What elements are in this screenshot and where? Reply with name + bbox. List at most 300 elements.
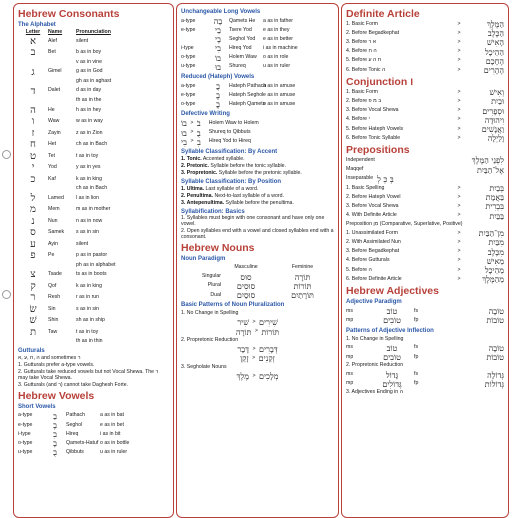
section-title-vowels: Hebrew Vowels — [18, 389, 95, 402]
syllabification-rule: 1. Syllables must begin with one consonant and have only one vowel. — [181, 215, 325, 228]
singular-form: תּוֹרָה — [235, 327, 252, 337]
letter-name: Lamed — [48, 194, 64, 201]
rule-example: וָלַיְלָה — [487, 134, 504, 144]
letter-glyph: י — [31, 162, 35, 174]
defective-short: בֻ — [196, 128, 201, 138]
vowel-sign: בָה — [213, 16, 223, 26]
plural-form: תּוֹרוֹת — [261, 327, 280, 337]
adjective-form: טוֹבוֹת — [486, 353, 504, 363]
vowel-name: Qamets He — [229, 17, 256, 24]
letter-name: Taw — [48, 328, 58, 335]
adjective-form: טוֹב — [386, 307, 398, 317]
letter-pronunciation: d as in day — [76, 87, 102, 94]
rule-row — [346, 212, 504, 221]
vowel-name: Qamets-Hatuf — [66, 439, 99, 446]
rule-example: וְאִישׁ — [489, 88, 504, 98]
pluralization-example — [181, 345, 334, 354]
vowel-type: e-type — [181, 26, 196, 33]
vowel-example: e as in better — [263, 35, 293, 42]
letter-glyph: ה — [30, 104, 36, 116]
rule-example: וּסְפָרִים — [482, 106, 504, 116]
vowel-type: a-type — [181, 17, 196, 24]
letter-pronunciation: s as in sin — [76, 229, 100, 236]
letter-glyph: שׂ — [29, 303, 37, 315]
section-title-consonants: Hebrew Consonants — [18, 8, 120, 20]
arrow-icon: > — [252, 345, 256, 352]
rule-example: בִּבְרִית — [485, 202, 504, 212]
noun-paradigm-row — [181, 291, 334, 300]
defective-row — [181, 119, 334, 128]
vowel-row — [181, 82, 334, 91]
alphabet-list — [18, 36, 169, 346]
short-vowels-title: Short Vowels — [18, 403, 56, 410]
rule-row — [346, 257, 504, 266]
vowel-name: Hateph Seghol — [229, 91, 264, 98]
arrow-icon: > — [457, 116, 461, 123]
letter-pronunciation: th as in thin — [76, 338, 103, 345]
vowel-type: u-type — [181, 63, 196, 70]
letter-glyph: ק — [30, 280, 36, 292]
adjective-form: גְּדוֹלוֹת — [484, 379, 504, 389]
arrow-icon: > — [190, 138, 194, 145]
rule-label: 3. Before א ר — [346, 39, 376, 46]
prep-inseparable: Inseparable בְּ כְּ לְ — [346, 174, 394, 184]
arrow-icon: > — [457, 107, 461, 114]
letter-glyph: ע — [30, 238, 36, 250]
adjective-form: גָּדוֹל — [385, 370, 399, 380]
defective-full: בִי — [181, 137, 187, 147]
rule-row — [346, 107, 504, 116]
vowel-sign: בַ — [53, 411, 57, 421]
guttural-note: ה ,ח ,ע ,א and sometimes ר — [18, 354, 81, 361]
arrow-icon: > — [457, 39, 461, 46]
arrow-icon: > — [457, 193, 461, 200]
vowel-name: Seghol Yod — [229, 35, 256, 42]
arrow-icon: > — [254, 328, 258, 335]
alphabet-row — [18, 338, 169, 346]
rule-example: מֵאִישׁ — [486, 256, 504, 266]
rule-row — [346, 29, 504, 38]
rule-row — [346, 229, 504, 238]
vowel-sign: בֱ — [216, 91, 220, 101]
alphabet-row — [18, 292, 169, 304]
rule-label: 2. Before ב מ פ — [346, 98, 382, 105]
letter-glyph: ג — [31, 66, 35, 78]
vowel-example: u as in ruler — [100, 449, 128, 456]
vowel-row — [18, 448, 169, 457]
vowel-name: Hateph Qamets — [229, 100, 266, 107]
alphabet-row — [18, 139, 169, 151]
defective-explanation: Holem Waw to Holem — [208, 119, 259, 126]
long-vowels-title: Unchangeable Long Vowels — [181, 9, 261, 15]
vowel-type: e-type — [181, 91, 196, 98]
inflection-pattern-label: 1. No Change in Spelling — [346, 335, 404, 342]
long-vowels-list — [181, 17, 334, 72]
arrow-icon: > — [252, 319, 256, 326]
vowel-type: a-type — [181, 82, 196, 89]
alphabet-row — [18, 67, 169, 79]
alphabet-row — [18, 105, 169, 117]
vowel-sign: בֶ — [53, 420, 57, 430]
gender-number: fs — [414, 307, 419, 314]
adjective-row — [346, 353, 504, 362]
pluralization-example — [181, 318, 334, 327]
defective-writing-title: Defective Writing — [181, 111, 230, 118]
letter-name: Gimel — [48, 68, 62, 75]
vowel-row — [181, 91, 334, 100]
section-title-adjectives: Hebrew Adjectives — [346, 285, 439, 298]
alphabet-row — [18, 86, 169, 98]
definition-term: 2. Pretonic. — [181, 162, 209, 169]
noun-pluralization-title: Basic Patterns of Noun Pluralization — [181, 302, 285, 309]
rule-row — [346, 202, 504, 211]
letter-pronunciation: r as in run — [76, 294, 100, 301]
plural-form: שִׁירִים — [258, 318, 278, 328]
rule-row — [346, 48, 504, 57]
letter-name: Resh — [48, 294, 61, 301]
vowel-example: i as in machine — [263, 45, 298, 52]
definition-term: 1. Tonic. — [181, 155, 202, 162]
rule-example: בַּבַּיִת — [489, 211, 504, 221]
definition-term: 1. Ultima. — [181, 185, 205, 192]
rule-row — [346, 125, 504, 134]
masculine-form: סוּס — [240, 272, 252, 282]
letter-name: Dalet — [48, 87, 61, 94]
adjective-form: טוֹב — [386, 343, 398, 353]
rule-example: הַהֵיכָל — [485, 47, 504, 57]
gender-number: fp — [414, 353, 419, 360]
letter-glyph: ח — [30, 139, 36, 151]
vowel-example: e as in bet — [100, 421, 124, 428]
vowel-name: Tsere Yod — [229, 26, 252, 33]
rule-example: מֵהֵיכָל — [484, 265, 504, 275]
vowel-type: i-type — [18, 430, 31, 437]
reduced-vowels-title: Reduced (Hateph) Vowels — [181, 74, 255, 81]
letter-glyph: ל — [30, 192, 36, 204]
inflection-pattern-label: 2. Propretonic Reduction — [346, 362, 404, 369]
alphabet-row — [18, 327, 169, 339]
vowel-sign: בֵי — [215, 26, 221, 36]
binder-hole — [2, 150, 11, 159]
letter-name: Qof — [48, 282, 57, 289]
alphabet-row — [18, 262, 169, 270]
vowel-type: i-type — [181, 45, 194, 52]
prep-min-label: Preposition מִן (Comparative, Superlative, Positive) — [346, 220, 463, 227]
gender-number: fp — [414, 317, 419, 324]
arrow-icon: > — [457, 238, 461, 245]
vowel-example: e as in amuse — [263, 91, 296, 98]
alphabet-row — [18, 116, 169, 128]
rule-label: 1. Basic Form — [346, 20, 378, 27]
letter-pronunciation: t as in toy — [76, 152, 99, 159]
section-title-nouns: Hebrew Nouns — [181, 242, 255, 255]
rule-row — [346, 57, 504, 66]
letter-pronunciation: ch as in Bach — [76, 185, 108, 192]
pluralization-example — [181, 354, 334, 363]
alphabet-row — [18, 97, 169, 105]
syllabification-title: Syllabification: Basics — [181, 208, 245, 215]
vowel-type: a-type — [18, 412, 33, 419]
rule-row — [346, 248, 504, 257]
header-letter: Letter — [25, 28, 41, 35]
letter-glyph: ט — [29, 150, 37, 162]
rule-example: הַמֶּלֶךְ — [486, 20, 504, 30]
vowel-type: o-type — [181, 54, 196, 61]
pluralization-pattern-label: 2. Propretonic Reduction — [181, 337, 239, 344]
rule-row — [346, 116, 504, 125]
vowel-name: Seghol — [66, 421, 83, 428]
alphabet-row — [18, 185, 169, 193]
letter-name: Nun — [48, 217, 58, 224]
gender-number: fp — [414, 380, 419, 387]
letter-name: Pe — [48, 252, 55, 259]
vowel-sign: בוּ — [215, 62, 221, 72]
gender-number: mp — [346, 317, 354, 324]
vowel-name: Hireq — [66, 430, 79, 437]
alphabet-row — [18, 78, 169, 86]
alphabet-row — [18, 193, 169, 205]
arrow-icon: > — [457, 20, 461, 27]
rule-example: מֵהַמֶּלֶךְ — [482, 275, 504, 285]
vowel-sign: בֲ — [216, 81, 220, 91]
arrow-icon: > — [457, 212, 461, 219]
adjective-form: טוֹבִים — [383, 316, 401, 326]
preposition-min-list — [346, 229, 504, 284]
noun-paradigm-table — [181, 273, 334, 301]
letter-name: Sin — [48, 305, 56, 312]
guttural-note: 1. Gutturals prefer a-type vowels. — [18, 361, 95, 368]
rule-example: וִיהוּדָה — [484, 115, 504, 125]
vowel-row — [18, 430, 169, 439]
rule-label: 4. With Definite Article — [346, 212, 397, 219]
syllabification-rule: 2. Open syllables end with a vowel and closed syllables end with a consonant. — [181, 228, 334, 241]
rule-example: מִן־הַבַּיִת — [478, 229, 504, 239]
guttural-note: 2. Gutturals take reduced vowels but not Vocal Shewa. The ר may take Vocal Shewa. — [18, 368, 159, 381]
header-name: Name — [48, 28, 63, 35]
rule-example: הֶחָכָם — [485, 56, 504, 66]
arrow-icon: > — [252, 355, 256, 362]
arrow-icon: > — [457, 66, 461, 73]
letter-name: Alef — [48, 37, 57, 44]
rule-label: 5. Before ח ה ע — [346, 57, 382, 64]
letter-name: Zayin — [48, 129, 61, 136]
header-feminine: Feminine — [291, 264, 314, 271]
letter-glyph: ד — [30, 85, 36, 97]
column-consonants-vowels — [13, 3, 174, 518]
rule-label: 3. Before Begadkephat — [346, 248, 400, 255]
vowel-row — [18, 439, 169, 448]
adjective-form: טוֹבָה — [488, 343, 504, 353]
adjective-row — [346, 316, 504, 325]
rule-label: 4. Before ה ח — [346, 48, 377, 55]
letter-name: Bet — [48, 49, 56, 56]
definition-term: 2. Penultima. — [181, 192, 213, 199]
number-label: Dual — [210, 291, 221, 298]
vowel-sign: בֻ — [53, 448, 57, 458]
feminine-form: תּוֹרָה — [294, 272, 311, 282]
rule-label: 2. Before Begadkephat — [346, 29, 400, 36]
adjective-form: גְּדוֹלִים — [382, 379, 402, 389]
arrow-icon: > — [457, 125, 461, 132]
vowel-sign: בִ — [53, 430, 57, 440]
short-vowels-list — [18, 412, 169, 458]
vowel-name: Holem Waw — [229, 54, 257, 61]
pluralization-example — [181, 328, 334, 337]
letter-pronunciation: p as in pastor — [76, 252, 108, 259]
adjective-paradigm-title: Adjective Paradigm — [346, 299, 402, 306]
vowel-example: a as in bat — [100, 412, 124, 419]
rule-label: 1. Basic Spelling — [346, 184, 385, 191]
vowel-type: o-type — [18, 439, 33, 446]
letter-name: Het — [48, 141, 57, 147]
masculine-form: סוּסִים — [236, 281, 256, 291]
definition-item — [181, 171, 334, 177]
rule-row — [346, 20, 504, 29]
rule-label: 6. Before Definite Article — [346, 275, 402, 282]
feminine-form: תּוֹרוֹת — [293, 281, 312, 291]
vowel-row — [181, 35, 334, 44]
arrow-icon: > — [457, 257, 461, 264]
letter-pronunciation: gh as in aghast — [76, 77, 112, 84]
rule-label: 1. Basic Form — [346, 88, 378, 95]
syllabification-list — [181, 216, 334, 241]
vowel-example: a as in amuse — [263, 82, 296, 89]
definition-text: Syllable before the penultima. — [225, 199, 294, 206]
vowel-row — [18, 421, 169, 430]
letter-glyph: נ — [31, 215, 35, 227]
arrow-icon: > — [457, 202, 461, 209]
singular-form: שִׁיר — [237, 318, 249, 328]
letter-name: He — [48, 106, 55, 113]
gender-number: ms — [346, 344, 353, 351]
letter-name: Shin — [48, 317, 59, 324]
letter-pronunciation: silent — [76, 37, 89, 44]
rule-label: 6. Before Tonic ה — [346, 66, 386, 73]
letter-name: Tet — [48, 152, 55, 159]
defective-row — [181, 129, 334, 138]
letter-pronunciation: l as in lion — [76, 194, 100, 201]
adjective-row — [346, 371, 504, 380]
rule-row — [346, 266, 504, 275]
vowel-sign: בֳ — [216, 100, 220, 110]
rule-row — [346, 238, 504, 247]
letter-pronunciation: z as in Zion — [76, 129, 103, 136]
vowel-row — [181, 100, 334, 109]
noun-paradigm-header — [181, 264, 334, 272]
letter-pronunciation: ts as in boots — [76, 271, 107, 278]
letter-glyph: ר — [30, 292, 36, 304]
vowel-name: Shureq — [229, 63, 246, 70]
alphabet-row — [18, 315, 169, 327]
alphabet-row — [18, 128, 169, 140]
letter-name: Ayin — [48, 240, 58, 247]
letter-pronunciation: ph as in alphabet — [76, 261, 116, 268]
rule-example: הֶהָרִים — [483, 66, 504, 75]
rule-label: 1. Unassimilated Form — [346, 229, 398, 236]
alphabet-row — [18, 250, 169, 262]
vowel-example: e as in they — [263, 26, 290, 33]
letter-pronunciation: ch as in Bach — [76, 141, 108, 147]
letter-pronunciation: w as in way — [76, 118, 103, 124]
vowel-name: Qibbuts — [66, 449, 84, 456]
vowel-example: i as in bit — [100, 430, 121, 437]
vowel-row — [181, 17, 334, 26]
letter-glyph: ז — [31, 127, 35, 139]
vowel-sign: בוֹ — [215, 53, 221, 63]
section-title-article: Definite Article — [346, 8, 420, 20]
vowel-sign: בֶי — [215, 35, 221, 45]
letter-glyph: פ — [30, 250, 36, 262]
adjective-form: טוֹבוֹת — [486, 316, 504, 326]
definition-text: Accented syllable. — [202, 155, 245, 162]
letter-pronunciation: th as in the — [76, 96, 102, 103]
rule-example: וַאֲנָשִׁים — [481, 125, 504, 134]
alphabet-row — [18, 36, 169, 48]
letter-name: Yod — [48, 164, 57, 170]
arrow-icon: > — [457, 29, 461, 36]
header-pronunciation: Pronunciation — [76, 28, 111, 35]
defective-full: בוּ — [181, 128, 187, 138]
pluralization-pattern-label: 3. Segholate Nouns — [181, 363, 227, 370]
letter-pronunciation: v as in vine — [76, 58, 102, 65]
rule-example: בַּאֲמָת — [485, 193, 504, 203]
adjective-form: טוֹבִים — [383, 353, 401, 363]
arrow-icon: > — [457, 229, 461, 236]
letter-pronunciation: t as in toy — [76, 328, 99, 335]
letter-glyph: ס — [30, 227, 36, 239]
number-label: Singular — [201, 273, 221, 280]
gender-number: mp — [346, 353, 354, 360]
rule-label: 2. Before Hateph Vowel — [346, 193, 401, 200]
definition-term: 3. Antepenultima. — [181, 199, 225, 206]
feminine-form: תּוֹרָתַיִם — [291, 291, 314, 300]
alphabet-row — [18, 47, 169, 59]
rule-example: בְּבַיִת — [489, 184, 504, 193]
rule-example: מִכֶּלֶב — [487, 247, 504, 257]
rule-example: מִבַּיִת — [488, 238, 504, 248]
vowel-type: e-type — [18, 421, 33, 428]
arrow-icon: > — [457, 134, 461, 141]
arrow-icon: > — [190, 129, 194, 136]
syllable-accent-list — [181, 157, 334, 177]
vowel-sign: בִי — [215, 44, 221, 54]
defective-full: בוֹ — [181, 119, 187, 129]
alphabet-row — [18, 216, 169, 228]
prep-maqqef: Maqqef אֶל־הַבַּיִת — [346, 165, 504, 175]
gutturals-title: Gutturals — [18, 348, 45, 355]
defective-explanation: Shureq to Qibbuts — [208, 129, 251, 136]
section-title-prepositions: Prepositions — [346, 144, 410, 157]
defective-writing-list — [181, 119, 334, 147]
gender-number: fs — [414, 371, 419, 378]
rule-example: הַכֶּלֶב — [487, 29, 504, 39]
reduced-vowels-list — [181, 82, 334, 110]
rule-example: הָאִישׁ — [486, 38, 504, 48]
arrow-icon: > — [457, 48, 461, 55]
letter-pronunciation: silent — [76, 240, 89, 247]
number-label: Plural — [207, 282, 221, 289]
letter-glyph: ו — [31, 116, 35, 128]
vowel-row — [181, 44, 334, 53]
adjective-inflection-title: Patterns of Adjective Inflection — [346, 327, 434, 334]
defective-explanation: Hireq Yod to Hireq — [208, 138, 251, 145]
definition-text: Syllable before the tonic syllable. — [210, 162, 286, 169]
vowel-example: o as in role — [263, 54, 289, 61]
letter-pronunciation: b as in boy — [76, 49, 102, 56]
rule-row — [346, 275, 504, 284]
adjective-row — [346, 380, 504, 389]
adjective-form: טוֹבָה — [488, 307, 504, 317]
